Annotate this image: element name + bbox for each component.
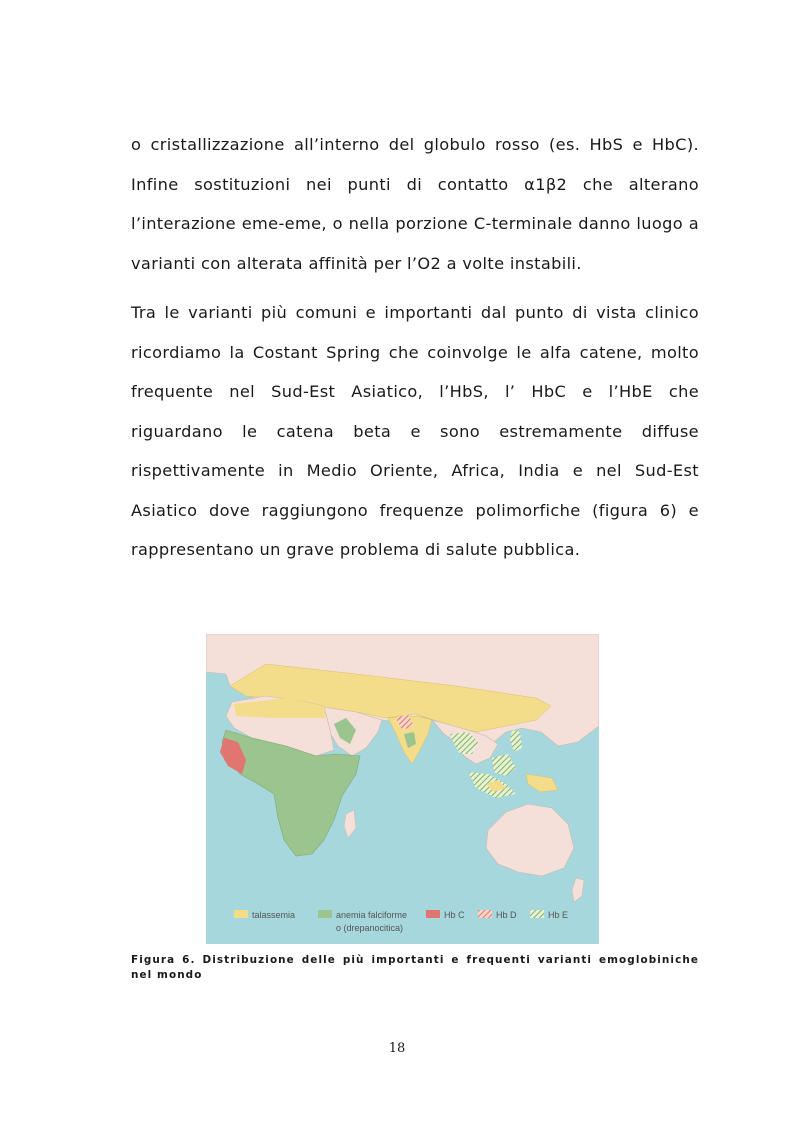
- legend-swatch-anemia: [318, 910, 332, 918]
- legend-label-hbe: Hb E: [548, 910, 569, 920]
- body-paragraph-1: o cristallizzazione all’interno del globulo rosso (es. HbS e HbC). Infine sostituzioni nei punti di contatto α1β2 che alterano l’interazione eme-eme, o nella porzione C-terminale danno luogo a varianti con alterata affinità per l’O2 a volte instabili.: [131, 135, 699, 273]
- figure-caption: Figura 6. Distribuzione delle più importanti e frequenti varianti emoglobiniche nel mondo: [131, 954, 699, 981]
- legend-swatch-hbd: [478, 910, 492, 918]
- legend-swatch-hbe: [530, 910, 544, 918]
- legend-label-talassemia: talassemia: [252, 910, 296, 920]
- legend-swatch-talassemia: [234, 910, 248, 918]
- body-paragraph-2: Tra le varianti più comuni e importanti dal punto di vista clinico ricordiamo la Costant Spring che coinvolge le alfa catene, molto frequente nel Sud-Est Asiatico, l’HbS, l’ HbC e l’HbE che riguardano le catena beta e sono estremamente diffuse rispettivamente in Medio Oriente, Africa, India e nel Sud-Est Asiatico dove raggiungono frequenze polimorfiche (figura 6) e rappresentano un grave problema di salute pubblica.: [131, 303, 699, 559]
- legend-swatch-hbc: [426, 910, 440, 918]
- legend-label-anemia: anemia falciforme: [336, 910, 408, 920]
- legend-label-anemia-2: o (drepanocitica): [336, 923, 404, 933]
- legend-label-hbc: Hb C: [444, 910, 465, 920]
- legend-label-hbd: Hb D: [496, 910, 517, 920]
- page-number: 18: [388, 1041, 406, 1056]
- hemoglobin-variants-world-map: [206, 634, 599, 944]
